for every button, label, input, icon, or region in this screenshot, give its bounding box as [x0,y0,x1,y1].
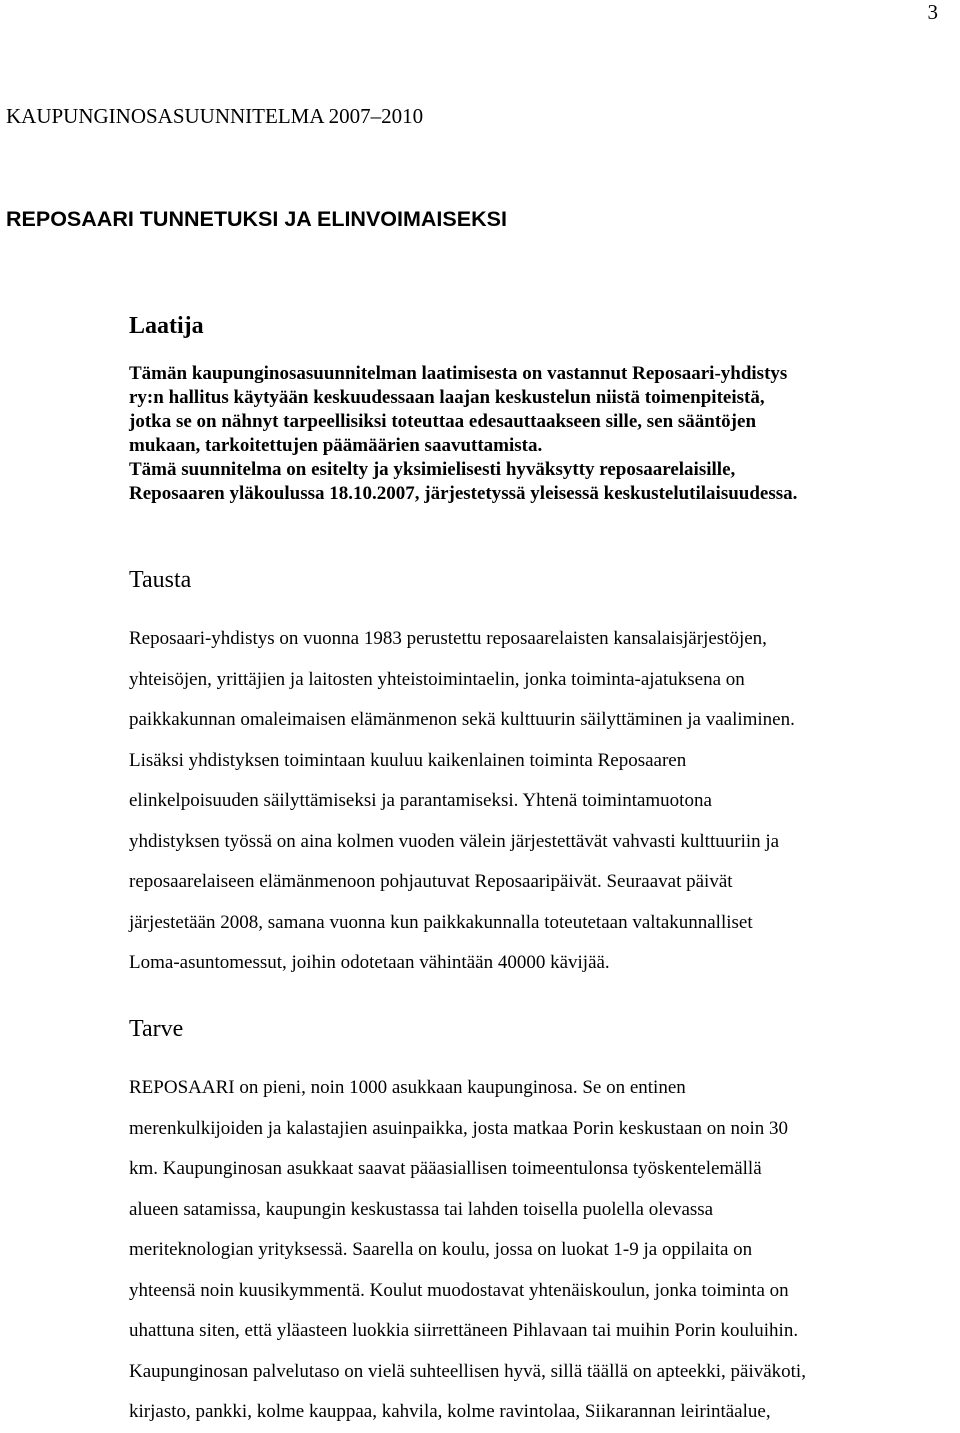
text-line: Kaupunginosan palvelutaso on vielä suhteellisen hyvä, sillä täällä on apteekki, päiväkoti, [129,1360,806,1382]
text-line: jotka se on nähnyt tarpeellisiksi toteuttaa edesauttaakseen sille, sen sääntöjen [129,411,757,432]
text-line: Reposaari-yhdistys on vuonna 1983 perustettu reposaarelaisten kansalaisjärjestöjen, [129,628,767,649]
section-tarve [129,1014,959,1433]
text-line: paikkakunnan omaleimaisen elämänmenon sekä kulttuurin säilyttäminen ja vaaliminen. [129,709,795,730]
tausta-paragraph [129,619,959,984]
text-line: yhteensä noin kuusikymmentä. Koulut muodostavat yhtenäiskoulun, jonka toiminta on [129,1279,789,1301]
section-laatija [129,311,959,506]
section-heading-tausta: Tausta [129,567,192,593]
text-line: yhteisöjen, yrittäjien ja laitosten yhteistoimintaelin, jonka toiminta-ajatuksena on [129,668,745,690]
text-line: meriteknologian yrityksessä. Saarella on koulu, jossa on luokat 1-9 ja oppilaita on [129,1239,753,1260]
text-line: elinkelpoisuuden säilyttämiseksi ja parantamiseksi. Yhtenä toimintamuotona [129,790,712,811]
text-line: km. Kaupunginosan asukkaat saavat pääasiallisen toimeentulonsa työskentelemällä [129,1158,762,1179]
text-line: Tämä suunnitelma on esitelty ja yksimielisesti hyväksytty reposaarelaisille, [129,459,736,480]
tarve-paragraph [129,1068,959,1433]
text-line: Tämän kaupunginosasuunnitelman laatimisesta on vastannut Reposaari-yhdistys [129,363,788,384]
page-number: 3 [927,0,938,24]
text-line: REPOSAARI on pieni, noin 1000 asukkaan kaupunginosa. Se on entinen [129,1077,686,1098]
text-line: Reposaaren yläkoulussa 18.10.2007, järjestetyssä yleisessä keskustelutilaisuudessa. [129,483,798,504]
section-heading-laatija: Laatija [129,313,204,339]
text-line: uhattuna siten, että yläasteen luokkia siirrettäneen Pihlavaan tai muihin Porin kouluihin. [129,1320,799,1341]
text-line: mukaan, tarkoitettujen päämäärien saavuttamista. [129,435,543,456]
section-heading-tarve: Tarve [129,1016,184,1042]
text-line: kirjasto, pankki, kolme kauppaa, kahvila, kolme ravintolaa, Siikarannan leirintäalue, [129,1401,771,1422]
text-line: Lisäksi yhdistyksen toimintaan kuuluu kaikenlainen toiminta Reposaaren [129,749,687,771]
text-line: ry:n hallitus käytyään keskuudessaan laajan keskustelun niistä toimenpiteistä, [129,387,765,408]
text-line: Loma-asuntomessut, joihin odotetaan vähintään 40000 kävijää. [129,952,610,973]
text-line: merenkulkijoiden ja kalastajien asuinpaikka, josta matkaa Porin keskustaan on noin 30 [129,1117,789,1139]
document-title: KAUPUNGINOSASUUNNITELMA 2007–2010 [6,104,424,128]
text-line: alueen satamissa, kaupungin keskustassa tai lahden toisella puolella olevassa [129,1198,714,1220]
section-tausta [129,565,959,984]
laatija-paragraph [129,362,959,506]
document-subtitle: REPOSAARI TUNNETUKSI JA ELINVOIMAISEKSI [6,207,507,231]
text-line: yhdistyksen työssä on aina kolmen vuoden välein järjestettävät vahvasti kulttuuriin ja [129,830,780,852]
text-line: reposaarelaiseen elämänmenoon pohjautuvat Reposaaripäivät. Seuraavat päivät [129,871,733,892]
text-line: järjestetään 2008, samana vuonna kun paikkakunnalla toteutetaan valtakunnalliset [129,911,753,933]
